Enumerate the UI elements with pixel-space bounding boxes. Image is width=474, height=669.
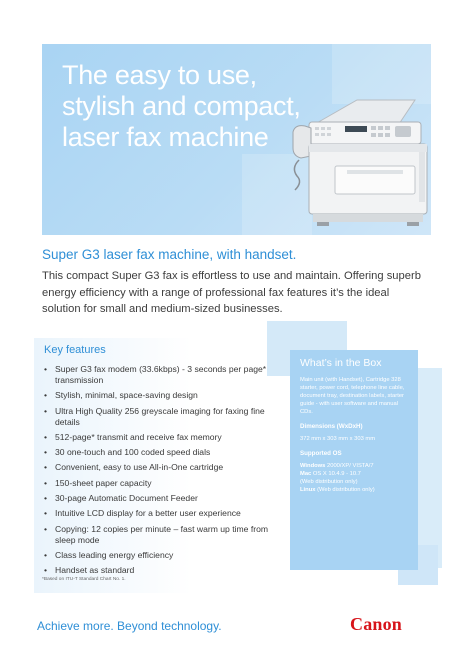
key-features-heading: Key features xyxy=(44,344,106,356)
bullet: • xyxy=(44,549,48,560)
intro-paragraph: This compact Super G3 fax is effortless to use and maintain. Offering superb energy efficiency with a range of professional fax features it’s the ideal solution for small and medium-sized businesses. xyxy=(42,270,421,315)
os-linux xyxy=(300,486,412,494)
feature-text: Ultra High Quality 256 greyscale imaging for faxing fine details xyxy=(55,405,265,427)
bullet: • xyxy=(44,462,48,473)
os-mac xyxy=(300,470,412,478)
list-item xyxy=(42,432,282,443)
box-contents: Main unit (with Handset), Cartridge 328 starter, power cord, telephone line cable, document tray, destination labels, starter guide - with user software and manual CDs. xyxy=(300,377,405,415)
feature-text: Super G3 fax modem (33.6kbps) - 3 seconds per page* transmission xyxy=(55,364,267,385)
os-label: Linux xyxy=(300,487,316,493)
fax-machine-image xyxy=(287,96,449,230)
slogan: Achieve more. Beyond technology. xyxy=(37,619,222,633)
bullet: • xyxy=(44,431,48,442)
feature-text: Handset as standard xyxy=(55,565,135,576)
list-item xyxy=(42,390,282,401)
list-item xyxy=(42,364,282,386)
feature-text: 30-page Automatic Document Feeder xyxy=(55,493,198,504)
hero-title-line: The easy to use, xyxy=(62,60,257,90)
os-label: Mac xyxy=(300,471,312,477)
feature-text: Intuitive LCD display for a better user experience xyxy=(55,508,241,519)
os-heading: Supported OS xyxy=(300,450,342,457)
footnote: *Based on ITU-T Standard Chart No. 1. xyxy=(42,577,126,582)
bullet: • xyxy=(44,523,48,534)
bullet: • xyxy=(44,447,48,458)
list-item xyxy=(42,462,282,473)
box-title: What’s in the Box xyxy=(300,357,382,369)
list-item xyxy=(42,565,282,576)
product-subtitle: Super G3 laser fax machine, with handset. xyxy=(42,247,297,262)
feature-text: Class leading energy efficiency xyxy=(55,549,174,560)
os-mac-note: (Web distribution only) xyxy=(300,479,358,485)
list-item xyxy=(42,550,282,561)
canon-logo: Canon xyxy=(350,614,403,634)
feature-text: Convenient, easy to use All-in-One cartridge xyxy=(55,462,224,473)
feature-text: 30 one-touch and 100 coded speed dials xyxy=(55,447,211,458)
hero-title-line: stylish and compact, xyxy=(62,91,301,121)
hero-title xyxy=(62,60,312,153)
bullet: • xyxy=(44,405,48,416)
os-value: 2000/XP/ VISTA/7 xyxy=(325,463,374,469)
list-item xyxy=(42,493,282,504)
hero-title-line: laser fax machine xyxy=(62,122,269,152)
list-item xyxy=(42,524,282,546)
bullet: • xyxy=(44,493,48,504)
list-item xyxy=(42,447,282,458)
hero-decor-square xyxy=(332,44,431,104)
whats-in-box-content xyxy=(300,357,412,494)
os-label: Windows xyxy=(300,463,326,469)
list-item xyxy=(42,406,282,428)
feature-text: 512-page* transmit and receive fax memory xyxy=(55,431,222,442)
list-item xyxy=(42,478,282,489)
os-value: (Web distribution only) xyxy=(315,487,375,493)
dimensions-heading: Dimensions (WxDxH) xyxy=(300,423,363,430)
dimensions-value: 372 mm x 303 mm x 303 mm xyxy=(300,436,376,442)
feature-text: Stylish, minimal, space-saving design xyxy=(55,390,198,401)
bullet: • xyxy=(44,390,48,401)
bullet: • xyxy=(44,477,48,488)
os-value: OS X 10.4.9 - 10.7 xyxy=(311,471,361,477)
os-windows xyxy=(300,462,412,470)
bullet: • xyxy=(44,508,48,519)
feature-text: 150-sheet paper capacity xyxy=(55,477,152,488)
list-item xyxy=(42,508,282,519)
key-features-list xyxy=(42,364,282,581)
feature-text: Copying: 12 copies per minute – fast warm up time from sleep mode xyxy=(55,523,269,545)
bullet: • xyxy=(44,364,48,374)
bullet: • xyxy=(44,565,48,576)
